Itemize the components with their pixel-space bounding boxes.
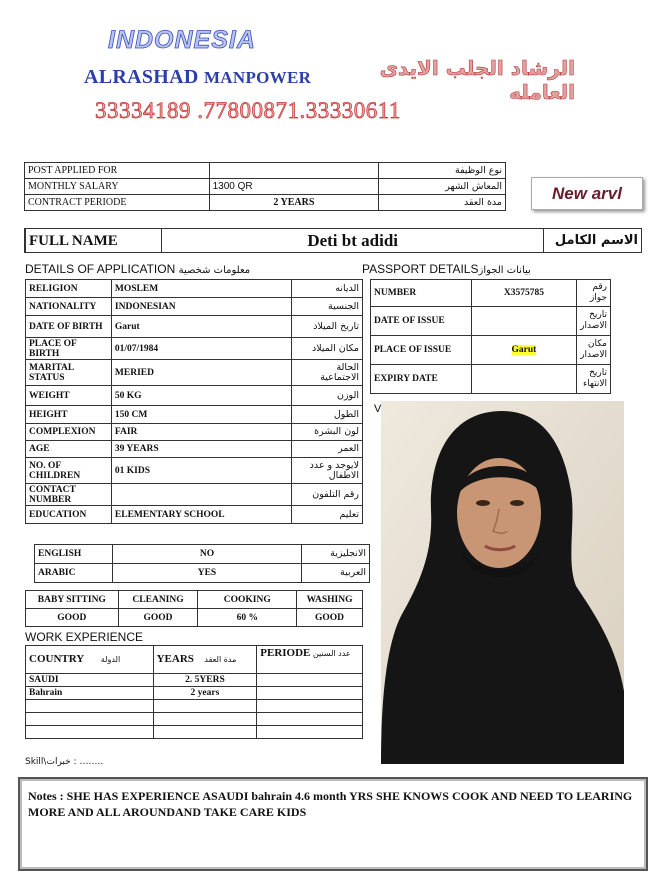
passport-row-label: NUMBER [371, 280, 472, 307]
application-row-label: WEIGHT [26, 386, 112, 406]
application-row [26, 424, 363, 441]
work-row-periode [257, 687, 363, 700]
work-row-country: SAUDI [26, 674, 154, 687]
passport-table [370, 279, 611, 394]
application-row-label: PLACE OF BIRTH [26, 338, 112, 360]
notes-label: Notes [28, 789, 57, 803]
work-periode-ar: عدد السنين [312, 649, 351, 658]
work-country-header [26, 646, 154, 674]
application-row-ar: الوزن [292, 386, 363, 406]
skill-value: GOOD [26, 609, 119, 627]
work-periode-label: PERIODE [260, 647, 311, 659]
application-row [26, 484, 363, 506]
notes-box [18, 777, 648, 871]
applicant-portrait-icon [381, 401, 624, 764]
language-row [35, 564, 370, 583]
skill-line-label: Skill\خبرات : [25, 757, 77, 767]
passport-row-ar: مكان الاصدار [577, 336, 611, 365]
application-title [25, 262, 250, 276]
full-name-value: Deti bt adidi [162, 229, 544, 253]
application-title-ar: معلومات شخصية [178, 265, 251, 276]
skills-value-row [26, 609, 363, 627]
skills-header-row [26, 591, 363, 609]
post-value [209, 163, 379, 179]
application-row [26, 338, 363, 360]
work-country-ar: الدولة [100, 655, 121, 664]
work-periode-header [257, 646, 363, 674]
work-row-periode [257, 674, 363, 687]
application-row-label: EDUCATION [26, 506, 112, 524]
application-row [26, 386, 363, 406]
salary-ar: المعاش الشهر [379, 179, 506, 195]
application-row-ar: الديانه [292, 280, 363, 298]
salary-value: 1300 QR [209, 179, 379, 195]
language-row-value: YES [112, 564, 301, 583]
application-row-value: 50 KG [111, 386, 291, 406]
passport-row-ar: تاريخ الانتهاء [577, 365, 611, 394]
application-row-value [111, 484, 291, 506]
work-experience-row [26, 674, 363, 687]
application-row-label: AGE [26, 441, 112, 458]
work-row-years [153, 713, 257, 726]
passport-row [371, 365, 611, 394]
work-row-years: 2 years [153, 687, 257, 700]
agency-country: INDONESIA [108, 26, 256, 54]
passport-row-ar: تاريخ الاصدار [577, 307, 611, 336]
application-row-ar: مكان الميلاد [292, 338, 363, 360]
application-row-label: RELIGION [26, 280, 112, 298]
passport-row-label: DATE OF ISSUE [371, 307, 472, 336]
application-row [26, 316, 363, 338]
agency-arabic-name: الرشاد الجلب الايدى العامله [379, 56, 575, 104]
skill-header: CLEANING [118, 591, 198, 609]
work-row-country [26, 700, 154, 713]
application-row-value: MOSLEM [111, 280, 291, 298]
application-row-value: 150 CM [111, 406, 291, 424]
skill-line-value: …….. [79, 757, 104, 767]
passport-row-label: PLACE OF ISSUE [371, 336, 472, 365]
applicant-photo [381, 401, 624, 764]
application-row [26, 360, 363, 386]
job-row-contract [25, 195, 506, 211]
skill-value: GOOD [118, 609, 198, 627]
work-country-label: COUNTRY [29, 653, 85, 665]
work-row-periode [257, 726, 363, 739]
passport-row-value: X3575785 [503, 288, 544, 298]
contract-value: 2 YEARS [209, 195, 379, 211]
application-row-label: MARITAL STATUS [26, 360, 112, 386]
passport-title-text: PASSPORT DETAILS [362, 262, 479, 276]
application-row-label: NATIONALITY [26, 298, 112, 316]
post-ar: نوع الوظيفة [379, 163, 506, 179]
work-row-country [26, 726, 154, 739]
skills-table [25, 590, 363, 627]
salary-label: MONTHLY SALARY [25, 179, 210, 195]
work-row-years [153, 726, 257, 739]
application-row-ar: تعليم [292, 506, 363, 524]
work-row-years: 2. 5YERS [153, 674, 257, 687]
application-row-label: COMPLEXION [26, 424, 112, 441]
work-row-country [26, 713, 154, 726]
skill-header: COOKING [198, 591, 297, 609]
photo-marker: V [374, 403, 382, 415]
application-row-ar: الطول [292, 406, 363, 424]
passport-row-label: EXPIRY DATE [371, 365, 472, 394]
full-name-table [24, 228, 642, 253]
application-row-value: FAIR [111, 424, 291, 441]
language-row-ar: الانجليزية [302, 545, 370, 564]
work-experience-row [26, 687, 363, 700]
application-row-value: 01/07/1984 [111, 338, 291, 360]
language-row-ar: العربية [302, 564, 370, 583]
application-row-value: 39 YEARS [111, 441, 291, 458]
work-experience-title: WORK EXPERIENCE [25, 630, 144, 644]
passport-row-value-cell [471, 336, 576, 365]
application-row-value: 01 KIDS [111, 458, 291, 484]
application-row-label: HEIGHT [26, 406, 112, 424]
application-title-text: DETAILS OF APPLICATION [25, 262, 176, 276]
passport-row-value: Garut [511, 345, 537, 355]
application-row-value: INDONESIAN [111, 298, 291, 316]
language-row-label: ENGLISH [35, 545, 113, 564]
passport-row-value-cell [471, 307, 576, 336]
work-years-ar: مدة العقد [204, 655, 237, 664]
skill-header: WASHING [297, 591, 363, 609]
work-experience-row [26, 700, 363, 713]
passport-row [371, 307, 611, 336]
application-row-label: CONTACT NUMBER [26, 484, 112, 506]
work-row-country: Bahrain [26, 687, 154, 700]
application-row [26, 441, 363, 458]
languages-table [34, 544, 370, 583]
application-row [26, 506, 363, 524]
application-row-value: MERIED [111, 360, 291, 386]
work-experience-table [25, 645, 363, 739]
application-row-ar: تاريخ الميلاد [292, 316, 363, 338]
application-row-ar: الجنسية [292, 298, 363, 316]
agency-phones: 33334189 .77800871.33330611 [95, 98, 401, 123]
passport-row-value-cell [471, 365, 576, 394]
skill-value: GOOD [297, 609, 363, 627]
work-years-header [153, 646, 257, 674]
job-row-salary [25, 179, 506, 195]
application-row-ar: الحالة الاجتماعية [292, 360, 363, 386]
language-row-label: ARABIC [35, 564, 113, 583]
skill-line [25, 757, 103, 767]
application-row-ar: لايوجد و عدد الاطفال [292, 458, 363, 484]
application-row-label: DATE OF BIRTH [26, 316, 112, 338]
application-row-ar: رقم التلفون [292, 484, 363, 506]
work-experience-row [26, 713, 363, 726]
work-row-periode [257, 713, 363, 726]
application-row [26, 406, 363, 424]
full-name-ar: الاسم الكامل [544, 229, 642, 253]
language-row [35, 545, 370, 564]
application-row [26, 280, 363, 298]
agency-name [84, 66, 311, 89]
application-table [25, 279, 363, 524]
work-row-periode [257, 700, 363, 713]
passport-title-ar: بيانات الجواز [478, 265, 531, 276]
application-row-label: NO. OF CHILDREN [26, 458, 112, 484]
contract-label: CONTRACT PERIODE [25, 195, 210, 211]
work-row-years [153, 700, 257, 713]
application-row [26, 458, 363, 484]
passport-row-value-cell [471, 280, 576, 307]
work-experience-header [26, 646, 363, 674]
application-row [26, 298, 363, 316]
skill-value: 60 % [198, 609, 297, 627]
application-row-value: ELEMENTARY SCHOOL [111, 506, 291, 524]
post-label: POST APPLIED FOR [25, 163, 210, 179]
language-row-value: NO [112, 545, 301, 564]
agency-name-part2: MANPOWER [203, 68, 312, 87]
passport-row [371, 280, 611, 307]
application-row-ar: لون البشرة [292, 424, 363, 441]
full-name-label: FULL NAME [25, 229, 162, 253]
work-years-label: YEARS [156, 653, 194, 665]
application-row-value: Garut [111, 316, 291, 338]
skill-header: BABY SITTING [26, 591, 119, 609]
job-row-post [25, 163, 506, 179]
job-table [24, 162, 506, 211]
application-row-ar: العمر [292, 441, 363, 458]
new-arrival-badge: New arvl [531, 177, 643, 210]
work-experience-row [26, 726, 363, 739]
contract-ar: مدة العقد [379, 195, 506, 211]
notes-text: : SHE HAS EXPERIENCE ASAUDI bahrain 4.6 month YRS SHE KNOWS COOK AND NEED TO LEARING MORE AND ALL AROUNDAND TAKE CARE KIDS [28, 789, 633, 819]
passport-row [371, 336, 611, 365]
passport-row-ar: رقم جواز [577, 280, 611, 307]
passport-title [362, 262, 531, 276]
agency-name-part1: ALRASHAD [84, 66, 199, 88]
